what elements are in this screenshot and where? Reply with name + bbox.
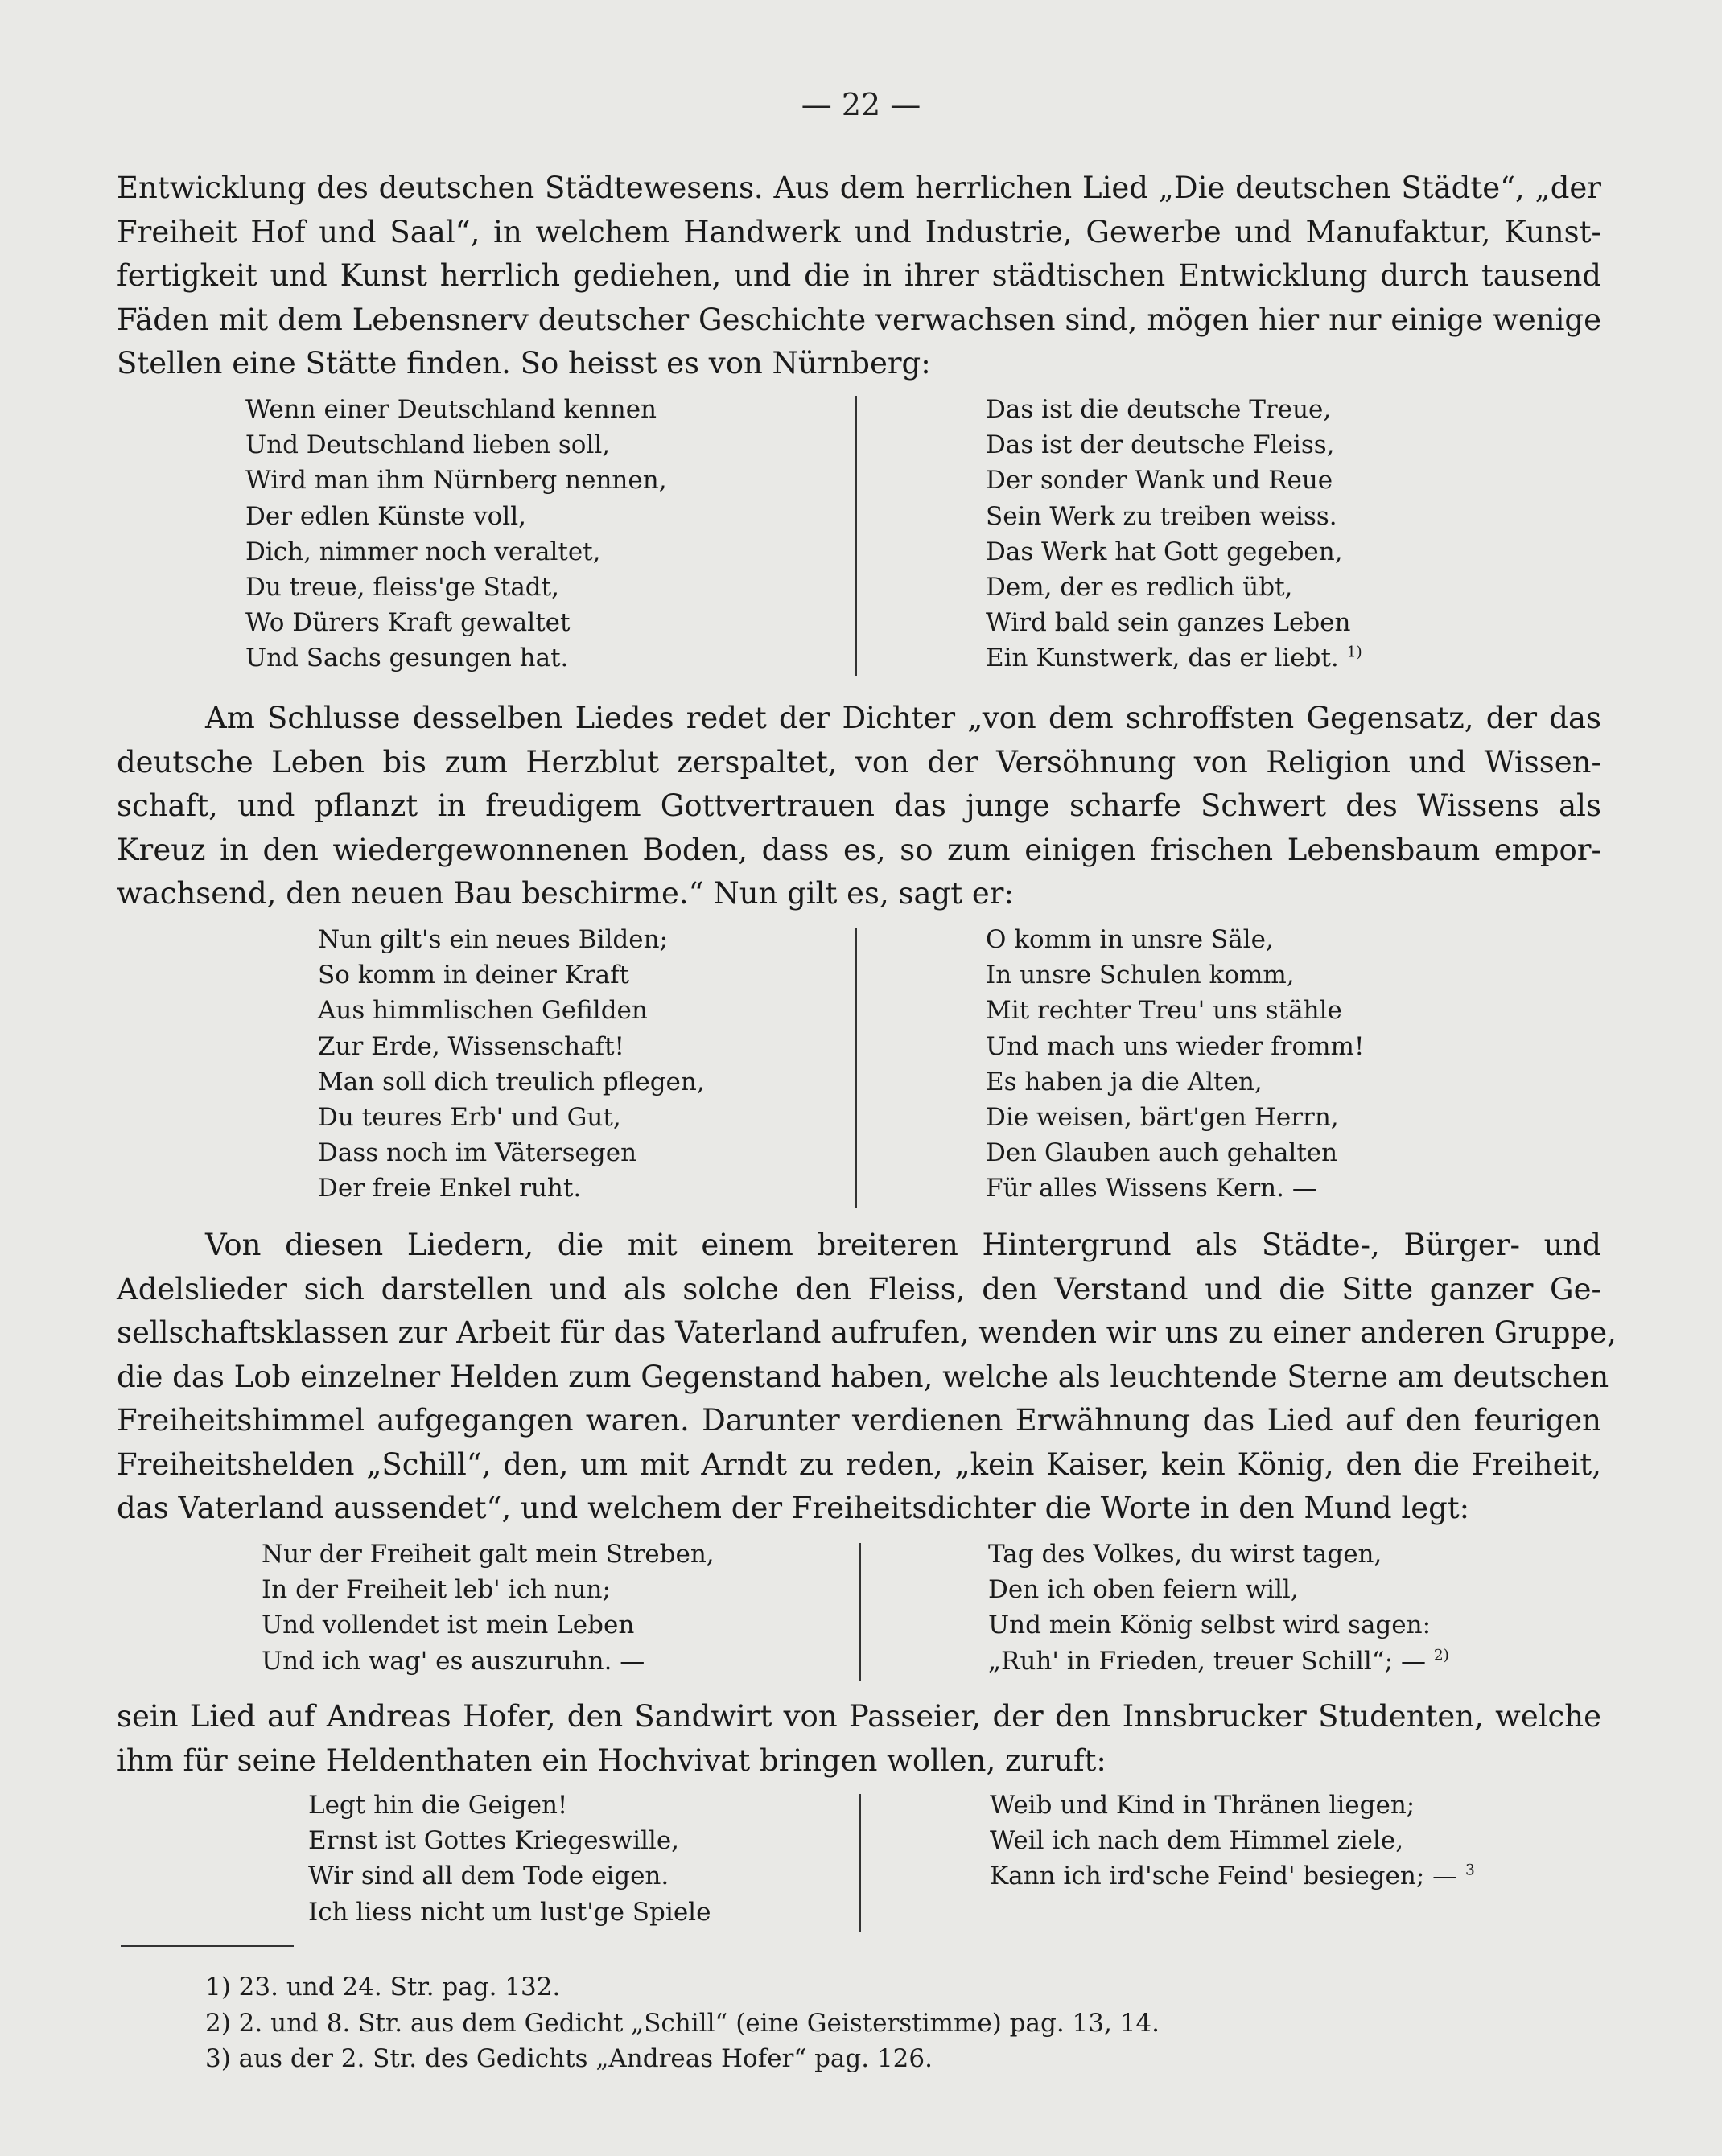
paragraph-1 (117, 167, 1601, 386)
text-line: Stellen eine Stätte finden. So heisst es von Nürnberg: (117, 346, 931, 381)
verse-line: Ein Kunstwerk, das er liebt. $^{1)}$ (986, 644, 1362, 673)
verse-2-left (318, 922, 705, 1207)
footnotes (205, 1969, 1160, 2077)
text-line: Adelslieder sich darstellen und als solche den Fleiss, den Verstand und die Sitte ganzer Ge- (117, 1271, 1601, 1306)
verse-2-right (986, 922, 1364, 1207)
verse-line: Den Glauben auch gehalten (986, 1138, 1338, 1168)
verse-line: So komm in deiner Kraft (318, 961, 630, 990)
verse-line: Der freie Enkel ruht. (318, 1174, 582, 1203)
verse-line: Dich, nimmer noch veraltet, (245, 537, 601, 566)
verse-line: Ernst ist Gottes Kriegeswille, (308, 1826, 680, 1856)
text-line: Kreuz in den wiedergewonnenen Boden, dass es, so zum einigen frischen Lebensbaum empor- (117, 832, 1601, 867)
verse-line: Und mein König selbst wird sagen: (988, 1611, 1432, 1640)
verse-line: Das Werk hat Gott gegeben, (986, 537, 1343, 566)
footnote-ref: 2) (1433, 1647, 1449, 1664)
verse-line: Du teures Erb' und Gut, (318, 1103, 621, 1133)
verse-line: Und Deutschland lieben soll, (245, 430, 611, 460)
verse-line: O komm in unsre Säle, (986, 925, 1274, 954)
text-line: fertigkeit und Kunst herrlich gediehen, und die in ihrer städtischen Entwicklung durch tausend (117, 258, 1601, 293)
verse-divider (859, 1794, 861, 1932)
verse-line: Der sonder Wank und Reue (986, 466, 1333, 496)
verse-line: Und vollendet ist mein Leben (262, 1611, 635, 1640)
text-line: Am Schlusse desselben Liedes redet der Dichter „von dem schroffsten Gegensatz, der das (205, 701, 1601, 735)
paragraph-3 (117, 1224, 1617, 1531)
verse-divider (859, 1543, 861, 1681)
verse-1-right (986, 392, 1362, 677)
text-line: Freiheitshimmel aufgegangen waren. Darunter verdienen Erwähnung das Lied auf den feurigen (117, 1403, 1601, 1438)
text-line: deutsche Leben bis zum Herzblut zerspaltet, von der Versöhnung von Religion und Wissen- (117, 744, 1601, 780)
verse-line: Wird man ihm Nürnberg nennen, (245, 466, 667, 496)
verse-line: Die weisen, bärt'gen Herrn, (986, 1103, 1339, 1133)
verse-line: Und ich wag' es auszuruhn. — (262, 1646, 645, 1676)
verse-line: Nun gilt's ein neues Bilden; (318, 925, 668, 954)
text-line: Freiheit Hof und Saal“, in welchem Handwerk und Industrie, Gewerbe und Manufaktur, Kunst- (117, 214, 1601, 249)
footnote-separator (121, 1945, 294, 1947)
verse-line: Wenn einer Deutschland kennen (245, 395, 657, 424)
paragraph-2 (117, 697, 1601, 916)
text-line: Von diesen Liedern, die mit einem breiteren Hintergrund als Städte-, Bürger- und (205, 1228, 1601, 1262)
verse-4-right (990, 1788, 1475, 1895)
verse-line: Man soll dich treulich pflegen, (318, 1067, 705, 1097)
verse-line: „Ruh' in Frieden, treuer Schill“; — $^{2)}$ (988, 1646, 1449, 1676)
verse-line: Wo Dürers Kraft gewaltet (245, 608, 571, 638)
verse-line: Dem, der es redlich übt, (986, 573, 1293, 603)
verse-line: Dass noch im Vätersegen (318, 1138, 637, 1168)
verse-line: Mit rechter Treu' uns stähle (986, 996, 1342, 1026)
verse-1-left (245, 392, 667, 677)
verse-line: Legt hin die Geigen! (308, 1791, 568, 1820)
footnote: 1) 23. und 24. Str. pag. 132. (205, 1973, 561, 2002)
text-line: ihm für seine Heldenthaten ein Hochvivat bringen wollen, zuruft: (117, 1742, 1106, 1778)
verse-line: Zur Erde, Wissenschaft! (318, 1031, 624, 1061)
verse-line: Wird bald sein ganzes Leben (986, 608, 1351, 638)
text-line: wachsend, den neuen Bau beschirme.“ Nun gilt es, sagt er: (117, 876, 1014, 911)
verse-line: Für alles Wissens Kern. — (986, 1174, 1317, 1203)
text-line: schaft, und pflanzt in freudigem Gottvertrauen das junge scharfe Schwert des Wissens als (117, 788, 1601, 823)
text-line: Freiheitshelden „Schill“, den, um mit Arndt zu reden, „kein Kaiser, kein König, den die Freiheit, (117, 1446, 1601, 1482)
verse-line: Du treue, fleiss'ge Stadt, (245, 573, 559, 603)
verse-line: Es haben ja die Alten, (986, 1067, 1263, 1097)
footnote-ref: 1) (1346, 644, 1362, 662)
verse-divider (855, 928, 857, 1208)
paragraph-4 (117, 1695, 1601, 1783)
verse-line: Aus himmlischen Gefilden (318, 996, 648, 1026)
verse-line: Und mach uns wieder fromm! (986, 1031, 1365, 1061)
verse-line: Und Sachs gesungen hat. (245, 644, 569, 673)
text-line: das Vaterland aussendet“, und welchem der Freiheitsdichter die Worte in den Mund legt: (117, 1491, 1470, 1525)
verse-4-left (308, 1788, 711, 1930)
verse-line: Der edlen Künste voll, (245, 501, 526, 531)
text-line: Entwicklung des deutschen Städtewesens. Aus dem herrlichen Lied „Die deutschen Städte“, „der (117, 171, 1601, 205)
text-line: sein Lied auf Andreas Hofer, den Sandwirt von Passeier, der den Innsbrucker Studenten, welche (117, 1699, 1601, 1734)
verse-line: Wir sind all dem Tode eigen. (308, 1862, 669, 1891)
text-line: sellschaftsklassen zur Arbeit für das Vaterland aufrufen, wenden wir uns zu einer anderen Gruppe, (117, 1315, 1617, 1350)
verse-line: Ich liess nicht um lust'ge Spiele (308, 1897, 711, 1927)
page-number: — 22 — (801, 87, 921, 122)
verse-line: Kann ich ird'sche Feind' besiegen; — $^3$ (990, 1862, 1475, 1891)
verse-line: Sein Werk zu treiben weiss. (986, 501, 1337, 531)
text-line: Fäden mit dem Lebensnerv deutscher Geschichte verwachsen sind, mögen hier nur einige wenige (117, 302, 1601, 337)
verse-line: Nur der Freiheit galt mein Streben, (262, 1540, 715, 1569)
verse-line: Das ist der deutsche Fleiss, (986, 430, 1335, 460)
verse-line: Tag des Volkes, du wirst tagen, (988, 1540, 1382, 1569)
verse-line: Das ist die deutsche Treue, (986, 395, 1332, 424)
verse-3-right (988, 1537, 1449, 1679)
verse-line: In der Freiheit leb' ich nun; (262, 1575, 611, 1605)
verse-line: Weib und Kind in Thränen liegen; (990, 1791, 1415, 1820)
verse-3-left (262, 1537, 715, 1679)
text-line: die das Lob einzelner Helden zum Gegenstand haben, welche als leuchtende Sterne am deutschen (117, 1359, 1609, 1394)
verse-line: Weil ich nach dem Himmel ziele, (990, 1826, 1404, 1856)
footnote: 2) 2. und 8. Str. aus dem Gedicht „Schill“ (eine Geisterstimme) pag. 13, 14. (205, 2008, 1160, 2038)
verse-line: In unsre Schulen komm, (986, 961, 1295, 990)
footnote: 3) aus der 2. Str. des Gedichts „Andreas Hofer“ pag. 126. (205, 2044, 933, 2073)
footnote-ref: 3 (1465, 1862, 1475, 1880)
verse-divider (855, 396, 857, 676)
verse-line: Den ich oben feiern will, (988, 1575, 1299, 1605)
